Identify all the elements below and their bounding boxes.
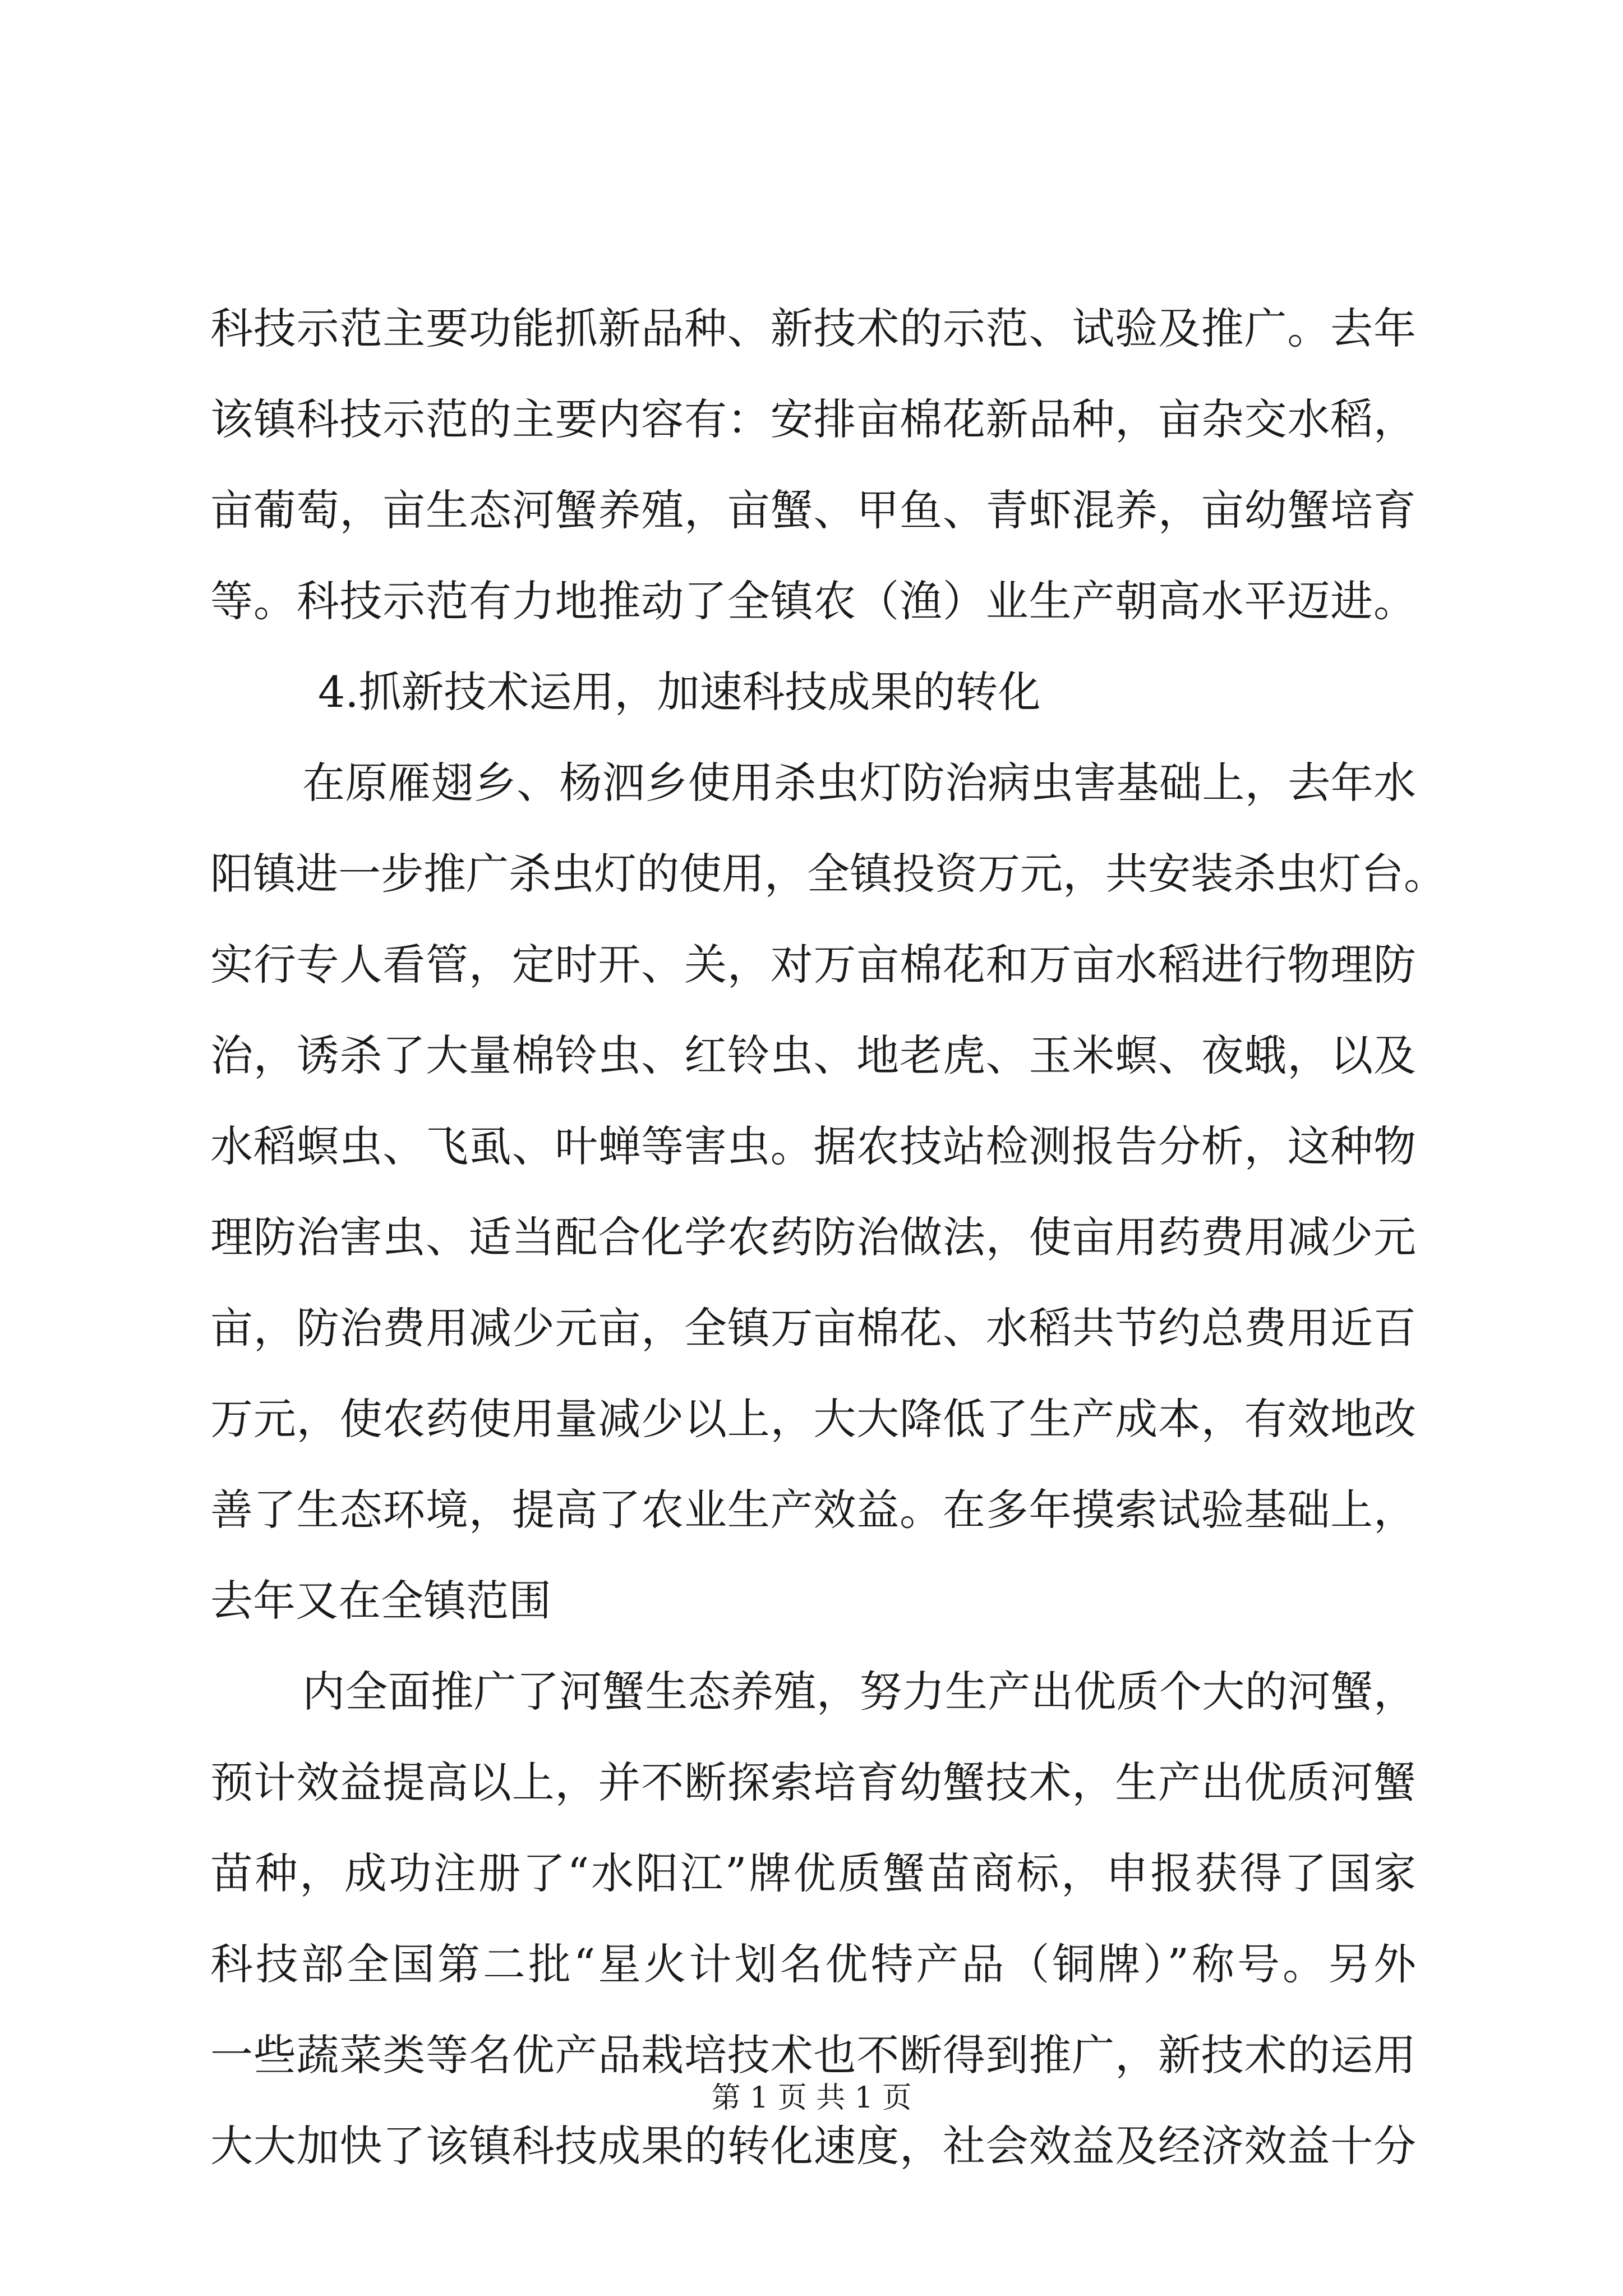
paragraph-line: 治，诱杀了大量棉铃虫、红铃虫、地老虎、玉米螟、夜蛾，以及 (210, 1030, 1416, 1080)
document-body (210, 283, 1446, 2192)
section-heading: 4.抓新技术运用，加速科技成果的转化 (318, 667, 1041, 717)
page-footer: 第 1 页 共 1 页 (711, 2081, 912, 2115)
paragraph-line: 科技示范主要功能抓新品种、新技术的示范、试验及推广。去年 (210, 303, 1416, 353)
paragraph-line: 善了生态环境，提高了农业生产效益。在多年摸索试验基础上， (210, 1485, 1416, 1535)
paragraph-line: 阳镇进一步推广杀虫灯的使用，全镇投资万元，共安装杀虫灯台。 (210, 849, 1446, 899)
paragraph-line: 万元，使农药使用量减少以上，大大降低了生产成本，有效地改 (210, 1394, 1416, 1444)
paragraph-line: 实行专人看管，定时开、关，对万亩棉花和万亩水稻进行物理防 (210, 940, 1416, 990)
paragraph-line: 该镇科技示范的主要内容有：安排亩棉花新品种，亩杂交水稻， (210, 394, 1416, 444)
paragraph-line: 水稻螟虫、飞虱、叶蝉等害虫。据农技站检测报告分析，这种物 (210, 1121, 1416, 1171)
paragraph-line: 去年又在全镇范围 (210, 1576, 551, 1626)
paragraph-line: 内全面推广了河蟹生态养殖，努力生产出优质个大的河蟹， (302, 1667, 1416, 1717)
paragraph-line: 理防治害虫、适当配合化学农药防治做法，使亩用药费用减少元 (210, 1212, 1416, 1262)
paragraph-line: 等。科技示范有力地推动了全镇农（渔）业生产朝高水平迈进。 (210, 576, 1416, 626)
paragraph-line: 在原雁翅乡、杨泗乡使用杀虫灯防治病虫害基础上，去年水 (302, 758, 1416, 808)
paragraph-line: 一些蔬菜类等名优产品栽培技术也不断得到推广，新技术的运用 (210, 2030, 1416, 2080)
paragraph-line: 预计效益提高以上，并不断探索培育幼蟹技术，生产出优质河蟹 (210, 1757, 1416, 1807)
paragraph-line: 亩，防治费用减少元亩，全镇万亩棉花、水稻共节约总费用近百 (210, 1303, 1416, 1353)
paragraph-line: 苗种，成功注册了“水阳江”牌优质蟹苗商标，申报获得了国家 (210, 1848, 1416, 1898)
paragraph-line: 科技部全国第二批“星火计划名优特产品（铜牌）”称号。另外 (210, 1939, 1416, 1989)
paragraph-line: 大大加快了该镇科技成果的转化速度，社会效益及经济效益十分 (210, 2121, 1416, 2171)
paragraph-line: 亩葡萄，亩生态河蟹养殖，亩蟹、甲鱼、青虾混养，亩幼蟹培育 (210, 485, 1416, 535)
